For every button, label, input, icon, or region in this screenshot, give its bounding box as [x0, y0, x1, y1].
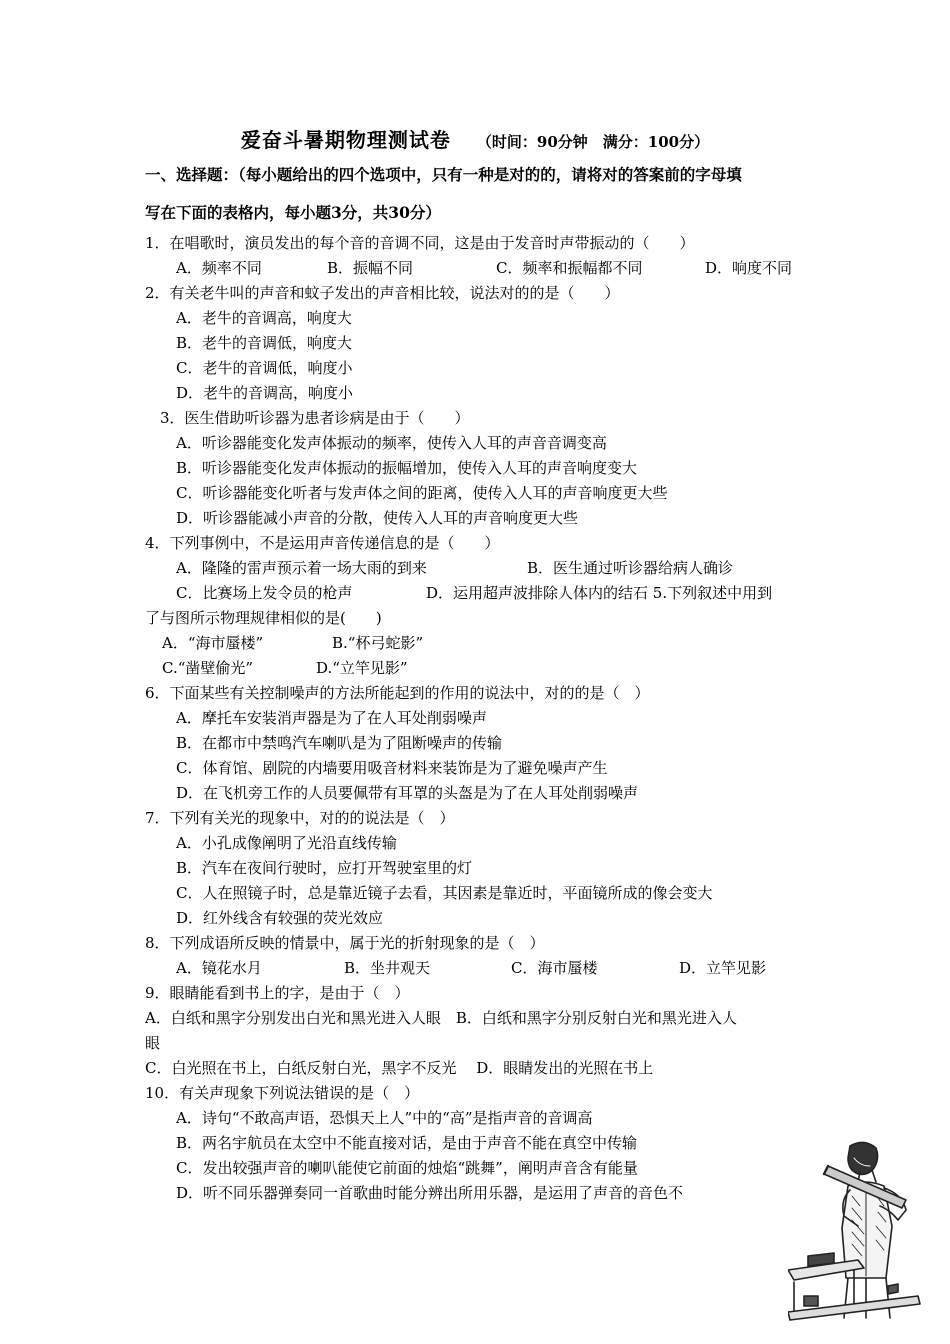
q8-option-a: A．镜花水月: [176, 959, 262, 977]
q6-option-d: D．在飞机旁工作的人员要佩带有耳罩的头盔是为了在人耳处削弱噪声: [176, 784, 639, 802]
q1-option-a: A．频率不同: [176, 259, 262, 277]
q4-option-d-q5-stem: D．运用超声波排除人体内的结石 5.下列叙述中用到: [426, 584, 773, 602]
q3-stem: 3．医生借助听诊器为患者诊病是由于（ ）: [160, 409, 470, 427]
q7-option-b: B．汽车在夜间行驶时，应打开驾驶室里的灯: [176, 859, 473, 877]
q7-option-d: D．红外线含有较强的荧光效应: [176, 909, 384, 927]
section-heading-line1: 一、选择题：（每小题给出的四个选项中，只有一种是对的的，请将对的答案前的字母填: [145, 165, 742, 184]
q8-option-d: D．立竿见影: [679, 959, 767, 977]
q2-stem: 2．有关老牛叫的声音和蚊子发出的声音相比较，说法对的的是（ ）: [145, 284, 620, 302]
q3-option-a: A．听诊器能变化发声体振动的频率，使传入人耳的声音音调变高: [176, 434, 607, 452]
q9-options-cd: C．白光照在书上，白纸反射白光，黑字不反光 D．眼睛发出的光照在书上: [145, 1059, 654, 1077]
q8-stem: 8．下列成语所反映的情景中，属于光的折射现象的是（ ）: [145, 934, 545, 952]
q5-option-c: C.“凿壁偷光”: [162, 659, 254, 677]
q9-options-ab: A．白纸和黑字分别发出白光和黑光进入人眼 B．白纸和黑字分别反射白光和黑光进入人: [145, 1009, 737, 1027]
q9-stem: 9．眼睛能看到书上的字，是由于（ ）: [145, 984, 410, 1002]
q1-option-b: B．振幅不同: [327, 259, 414, 277]
q3-option-d: D．听诊器能减小声音的分散，使传入人耳的声音响度更大些: [176, 509, 579, 527]
sighting-tube-illustration: [788, 1136, 938, 1326]
q10-option-c: C．发出较强声音的喇叭能使它前面的烛焰“跳舞”，阐明声音含有能量: [176, 1159, 638, 1177]
q5-option-b: B.“杯弓蛇影”: [332, 634, 424, 652]
page-title: 爱奋斗暑期物理测试卷: [240, 128, 451, 152]
q5-stem-continued: 了与图所示物理规律相似的是( ): [145, 609, 382, 627]
q4-option-c: C．比赛场上发令员的枪声: [176, 584, 353, 602]
q7-option-c: C．人在照镜子时，总是靠近镜子去看，其因素是靠近时，平面镜所成的像会变大: [176, 884, 713, 902]
q7-stem: 7．下列有关光的现象中，对的的说法是（ ）: [145, 809, 455, 827]
q10-stem: 10．有关声现象下列说法错误的是（ ）: [145, 1084, 420, 1102]
q5-option-a: A．“海市蜃楼”: [162, 634, 264, 652]
q8-option-c: C．海市蜃楼: [511, 959, 598, 977]
q10-option-d: D．听不同乐器弹奏同一首歌曲时能分辨出所用乐器，是运用了声音的音色不: [176, 1184, 684, 1202]
page-subtitle: （时间：90分钟 满分：100分）: [476, 133, 710, 151]
q6-option-a: A．摩托车安装消声器是为了在人耳处削弱噪声: [176, 709, 487, 727]
q3-option-c: C．听诊器能变化听者与发声体之间的距离，使传入人耳的声音响度更大些: [176, 484, 668, 502]
q1-option-c: C．频率和振幅都不同: [496, 259, 643, 277]
q1-stem: 1．在唱歌时，演员发出的每个音的音调不同，这是由于发音时声带振动的（ ）: [145, 234, 695, 252]
title-row: [0, 124, 950, 153]
q2-option-c: C．老牛的音调低，响度小: [176, 359, 353, 377]
q4-option-a: A．隆隆的雷声预示着一场大雨的到来: [176, 559, 427, 577]
q10-option-a: A．诗句“不敢高声语，恐惧天上人”中的“高”是指声音的音调高: [176, 1109, 593, 1127]
q6-stem: 6．下面某些有关控制噪声的方法所能起到的作用的说法中，对的的是（ ）: [145, 684, 650, 702]
q10-option-b: B．两名宇航员在太空中不能直接对话，是由于声音不能在真空中传输: [176, 1134, 638, 1152]
q9-options-ab-wrap: 眼: [145, 1034, 161, 1052]
section-heading-line2: 写在下面的表格内，每小题3分，共30分）: [145, 203, 441, 222]
q7-option-a: A．小孔成像阐明了光沿直线传输: [176, 834, 397, 852]
q2-option-a: A．老牛的音调高，响度大: [176, 309, 352, 327]
q3-option-b: B．听诊器能变化发声体振动的振幅增加，使传入人耳的声音响度变大: [176, 459, 638, 477]
q4-option-b: B．医生通过听诊器给病人确诊: [527, 559, 734, 577]
q1-option-d: D．响度不同: [705, 259, 793, 277]
q8-option-b: B．坐井观天: [344, 959, 431, 977]
q4-stem: 4．下列事例中，不是运用声音传递信息的是（ ）: [145, 534, 500, 552]
q2-option-b: B．老牛的音调低，响度大: [176, 334, 353, 352]
q2-option-d: D．老牛的音调高，响度小: [176, 384, 354, 402]
q6-option-c: C．体育馆、剧院的内墙要用吸音材料来装饰是为了避免噪声产生: [176, 759, 608, 777]
q6-option-b: B．在都市中禁鸣汽车喇叭是为了阻断噪声的传输: [176, 734, 503, 752]
q5-option-d: D.“立竿见影”: [316, 659, 408, 677]
